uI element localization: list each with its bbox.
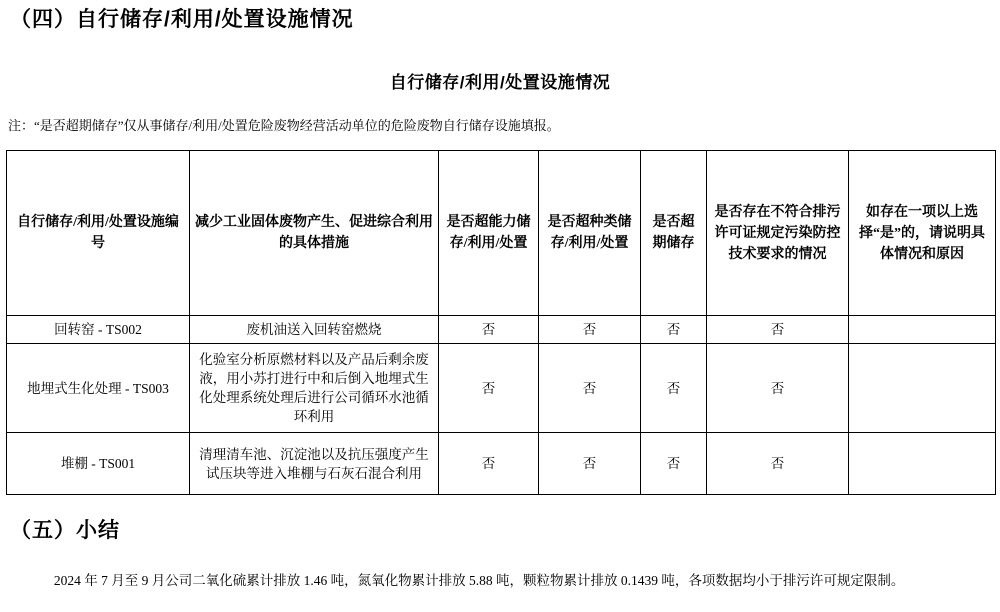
cell-over-capacity: 否 — [439, 344, 539, 433]
cell-explanation — [849, 344, 996, 433]
section-heading-5: （五）小结 — [10, 519, 120, 542]
cell-facility-id: 堆棚 - TS001 — [7, 433, 190, 495]
cell-over-time: 否 — [641, 433, 707, 495]
cell-measures: 化验室分析原燃材料以及产品后剩余废液，用小苏打进行中和后倒入地埋式生化处理系统处理后进行公司循环水池循环利用 — [190, 344, 439, 433]
cell-over-type: 否 — [539, 433, 641, 495]
summary-paragraph: 2024 年 7 月至 9 月公司二氧化硫累计排放 1.46 吨，氮氧化物累计排放 5.88 吨，颗粒物累计排放 0.1439 吨，各项数据均小于排污许可规定限制。 — [53, 573, 905, 588]
report-page — [0, 6, 1000, 612]
table-header-row — [7, 151, 996, 316]
section-heading-4: （四）自行储存/利用/处置设施情况 — [10, 8, 354, 31]
cell-explanation — [849, 316, 996, 344]
cell-measures: 清理清车池、沉淀池以及抗压强度产生试压块等进入堆棚与石灰石混合利用 — [190, 433, 439, 495]
cell-noncompliance: 否 — [707, 316, 849, 344]
table-row — [7, 316, 996, 344]
header-over-capacity: 是否超能力储存/利用/处置 — [439, 151, 539, 316]
header-over-time: 是否超期储存 — [641, 151, 707, 316]
facilities-table — [6, 150, 996, 495]
table-row — [7, 433, 996, 495]
cell-over-time: 否 — [641, 316, 707, 344]
table-note: 注：“是否超期储存”仅从事储存/利用/处置危险废物经营活动单位的危险废物自行储存设施填报。 — [8, 118, 560, 133]
cell-noncompliance: 否 — [707, 344, 849, 433]
header-explanation: 如存在一项以上选择“是”的，请说明具体情况和原因 — [849, 151, 996, 316]
cell-over-type: 否 — [539, 344, 641, 433]
header-over-type: 是否超种类储存/利用/处置 — [539, 151, 641, 316]
header-measures: 减少工业固体废物产生、促进综合利用的具体措施 — [190, 151, 439, 316]
cell-over-type: 否 — [539, 316, 641, 344]
facilities-table-title: 自行储存/利用/处置设施情况 — [389, 73, 611, 92]
table-row — [7, 344, 996, 433]
cell-over-capacity: 否 — [439, 316, 539, 344]
cell-explanation — [849, 433, 996, 495]
cell-noncompliance: 否 — [707, 433, 849, 495]
header-facility-id: 自行储存/利用/处置设施编号 — [7, 151, 190, 316]
cell-over-time: 否 — [641, 344, 707, 433]
cell-over-capacity: 否 — [439, 433, 539, 495]
cell-facility-id: 地埋式生化处理 - TS003 — [7, 344, 190, 433]
header-noncompliance: 是否存在不符合排污许可证规定污染防控技术要求的情况 — [707, 151, 849, 316]
cell-measures: 废机油送入回转窑燃烧 — [190, 316, 439, 344]
cell-facility-id: 回转窑 - TS002 — [7, 316, 190, 344]
